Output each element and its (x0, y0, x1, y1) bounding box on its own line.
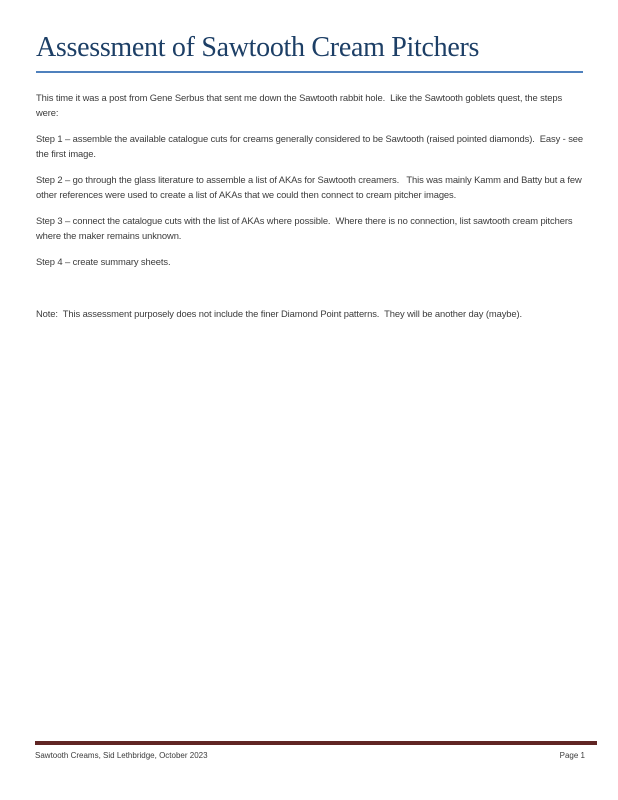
page-title: Assessment of Sawtooth Cream Pitchers (36, 31, 583, 73)
step-2-paragraph: Step 2 – go through the glass literature to assemble a list of AKAs for Sawtooth creamers. This was mainly Kamm and Batty but a few other references were used to create a list of AKAs that we could then connect to cream pitcher images. (36, 173, 585, 200)
step-4-paragraph: Step 4 – create summary sheets. (36, 255, 171, 267)
footer-author-text: Sawtooth Creams, Sid Lethbridge, October 2023 (35, 751, 208, 760)
footer-page-number: Page 1 (559, 751, 585, 760)
step-1-paragraph: Step 1 – assemble the available catalogue cuts for creams generally considered to be Sawtooth (raised pointed diamonds). Easy - see the first image. (36, 132, 586, 159)
page-footer (35, 741, 597, 760)
title-block (36, 31, 583, 73)
document-body (36, 90, 585, 321)
footer-row (35, 751, 597, 760)
footer-rule (35, 741, 597, 745)
intro-paragraph: This time it was a post from Gene Serbus that sent me down the Sawtooth rabbit hole. Like the Sawtooth goblets quest, the steps were: (36, 91, 565, 118)
note-paragraph: Note: This assessment purposely does not include the finer Diamond Point patterns. They will be another day (maybe). (36, 307, 523, 319)
step-3-paragraph: Step 3 – connect the catalogue cuts with the list of AKAs where possible. Where there is no connection, list sawtooth cream pitchers where the maker remains unknown. (36, 214, 575, 241)
